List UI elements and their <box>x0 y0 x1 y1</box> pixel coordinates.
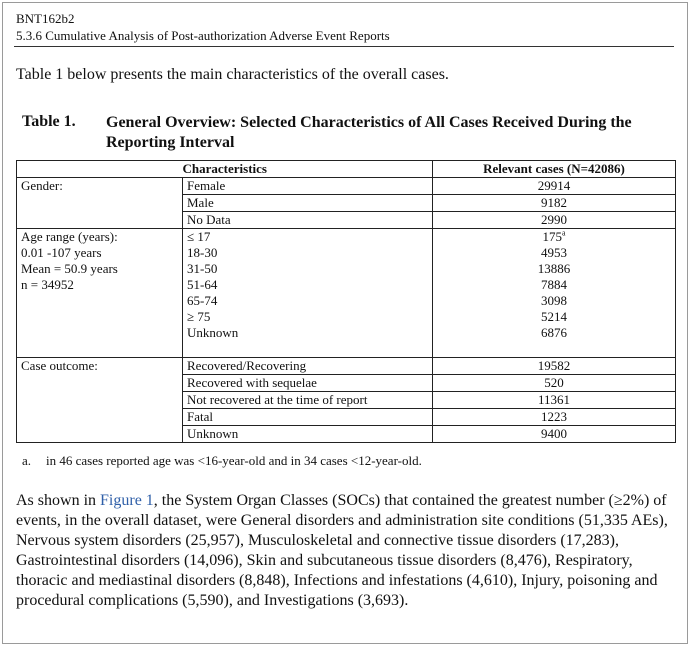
row-label: ≤ 17 <box>183 229 433 246</box>
age-label: Age range (years): 0.01 -107 years Mean = 50.9 years n = 34952 <box>17 229 183 358</box>
table-header-row <box>17 161 676 178</box>
characteristics-table <box>16 160 676 443</box>
footnote-text: in 46 cases reported age was <16-year-old and in 34 cases <12-year-old. <box>46 453 422 468</box>
table-row <box>17 212 676 229</box>
table-number: Table 1. <box>22 113 76 130</box>
row-value: 2990 <box>433 212 676 229</box>
figure-1-link[interactable]: Figure 1 <box>100 492 154 509</box>
row-label: 51-64 <box>183 277 433 293</box>
row-label: 18-30 <box>183 245 433 261</box>
outcome-label: Case outcome: <box>17 358 183 375</box>
row-value: 4953 <box>433 245 676 261</box>
table-row <box>17 178 676 195</box>
table-row <box>17 392 676 409</box>
row-value: 19582 <box>433 358 676 375</box>
row-label: Recovered with sequelae <box>183 375 433 392</box>
table-footnote <box>22 453 422 469</box>
table-title: General Overview: Selected Characteristics of All Cases Received During the Reporting Interval <box>106 114 632 151</box>
table-row <box>17 409 676 426</box>
row-label: 31-50 <box>183 261 433 277</box>
table-row <box>17 195 676 212</box>
section-title: 5.3.6 Cumulative Analysis of Post-authorization Adverse Event Reports <box>16 28 390 43</box>
table-row <box>17 358 676 375</box>
row-value: 11361 <box>433 392 676 409</box>
row-value: 1223 <box>433 409 676 426</box>
row-label: Unknown <box>183 426 433 443</box>
row-label: Male <box>183 195 433 212</box>
row-label: Fatal <box>183 409 433 426</box>
row-value: 520 <box>433 375 676 392</box>
row-value: 3098 <box>433 293 676 309</box>
table-row <box>17 426 676 443</box>
table-row <box>17 375 676 392</box>
row-label: 65-74 <box>183 293 433 309</box>
header-divider <box>14 46 674 47</box>
row-label: Recovered/Recovering <box>183 358 433 375</box>
document-header <box>16 10 390 44</box>
row-value: 6876 <box>433 325 676 341</box>
row-value: 7884 <box>433 277 676 293</box>
row-label: Female <box>183 178 433 195</box>
row-label: Unknown <box>183 325 433 341</box>
footnote-mark: a. <box>22 453 32 468</box>
footnote-marker: a <box>561 228 566 238</box>
product-name: BNT162b2 <box>16 11 75 26</box>
intro-text: Table 1 below presents the main characteristics of the overall cases. <box>16 66 449 83</box>
row-value: 9182 <box>433 195 676 212</box>
row-value: 13886 <box>433 261 676 277</box>
table-row <box>17 229 676 246</box>
gender-label: Gender: <box>17 178 183 195</box>
row-label: ≥ 75 <box>183 309 433 325</box>
row-value: 175$^a$ <box>433 229 676 246</box>
body-paragraph: As shown in Figure 1, the System Organ Classes (SOCs) that contained the greatest number (≥2%) of events, in the overall dataset, were General disorders and administration site conditions (51,335 AEs), Nervous system disorders (25,957), Musculoskeletal and connective tissue disorders (17,283), Gastrointestinal disorders (14,096), Skin and subcutaneous tissue disorders (8,476), Respiratory, thoracic and mediastinal disorders (8,848), Infections and infestations (4,610), Injury, poisoning and procedural complications (5,590), and Investigations (3,693). <box>16 492 668 609</box>
row-label: Not recovered at the time of report <box>183 392 433 409</box>
row-value: 9400 <box>433 426 676 443</box>
row-label: No Data <box>183 212 433 229</box>
row-value: 29914 <box>433 178 676 195</box>
row-value: 5214 <box>433 309 676 325</box>
col-header-cases: Relevant cases (N=42086) <box>433 161 676 178</box>
col-header-characteristics: Characteristics <box>183 161 433 178</box>
